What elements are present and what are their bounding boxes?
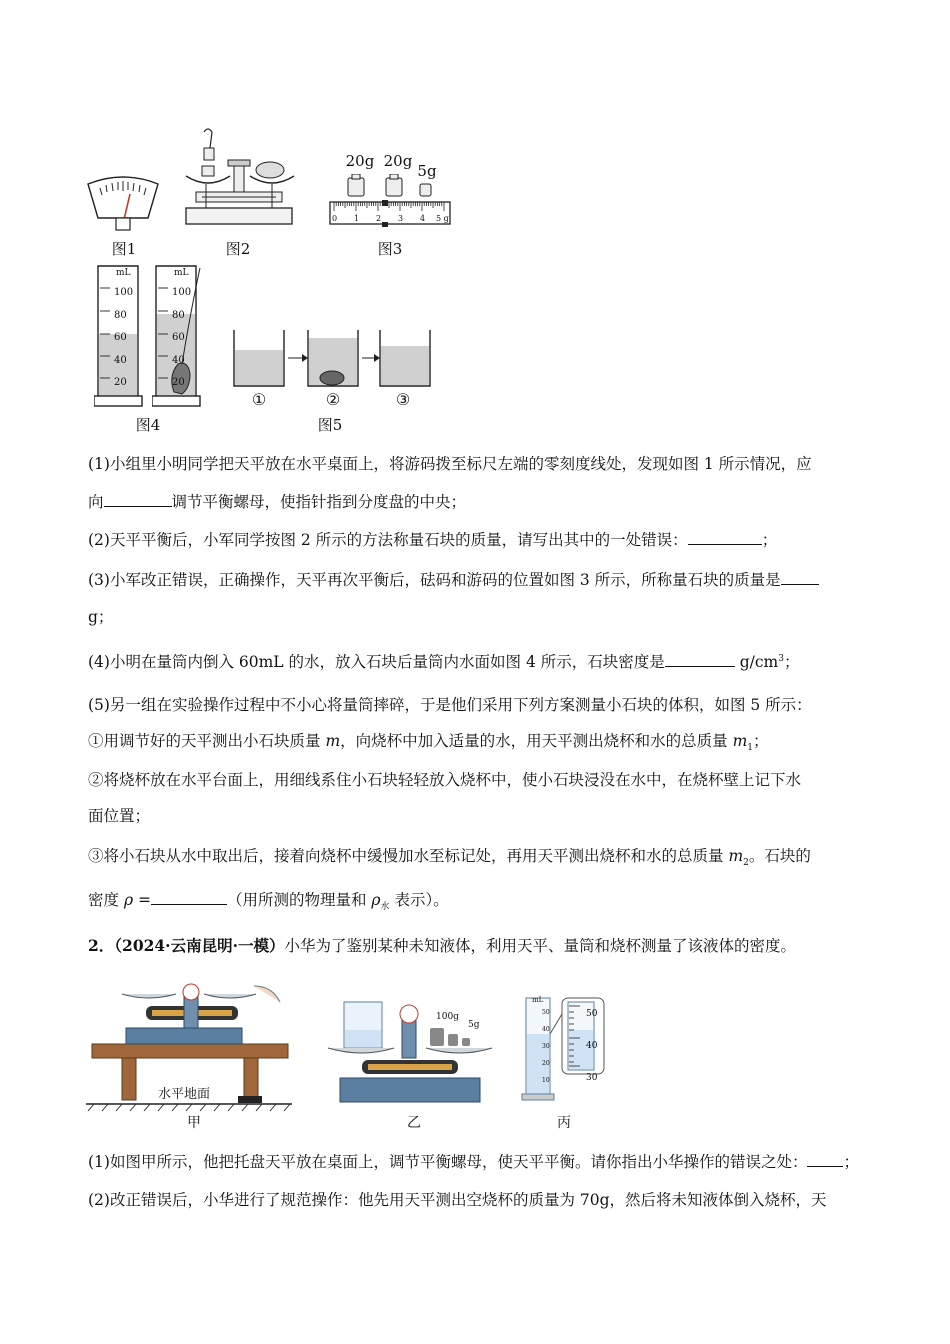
- figure-yi-balance-with-beaker: [322, 1000, 498, 1104]
- weight-label-2: 20g: [383, 152, 413, 170]
- zoom-tick: 50: [586, 1009, 598, 1019]
- cyl-unit-left: mL: [116, 268, 131, 278]
- cyl-tick: 100: [172, 287, 192, 298]
- figure-1-caption: 图1: [111, 240, 137, 258]
- cyl-ticks-left: [114, 282, 133, 395]
- cyl-ticks-bing: [542, 1004, 550, 1089]
- cyl-tick: 30: [542, 1043, 550, 1050]
- answer-blank[interactable]: [781, 570, 819, 585]
- figure-1-dial: [86, 170, 160, 232]
- ruler-tick: 0: [332, 214, 338, 223]
- figure-4-caption: 图4: [135, 416, 161, 434]
- answer-blank[interactable]: [665, 652, 735, 667]
- ruler-tick: 3: [398, 214, 404, 223]
- cyl-tick: 80: [172, 309, 185, 321]
- q2-part2: (2)改正错误后，小华进行了规范操作：他先用天平测出空烧杯的质量为 70g，然后将未知液体倒入烧杯，天: [88, 1191, 827, 1209]
- figure-5-caption: 图5: [317, 416, 343, 434]
- figure-bing-caption: 丙: [557, 1115, 571, 1131]
- cyl-tick: 100: [114, 287, 134, 298]
- cyl-tick: 60: [114, 332, 127, 343]
- cyl-unit-bing: mL: [532, 996, 544, 1004]
- cyl-tick: 40: [172, 354, 185, 366]
- q1-part4: (4)小明在量筒内倒入 60mL 的水，放入石块后量筒内水面如图 4 所示，石块密度是 $g/cm^3$；: [88, 653, 800, 672]
- cyl-tick: 20: [172, 377, 185, 388]
- cyl-tick: 60: [172, 332, 185, 343]
- zoom-tick: 40: [586, 1041, 598, 1051]
- figure-2-caption: 图2: [225, 240, 251, 258]
- floor-label: 水平地面: [158, 1087, 211, 1102]
- weight-label-3: 5g: [417, 162, 437, 180]
- figure-yi-caption: 乙: [407, 1115, 421, 1131]
- beaker-label-1: ①: [251, 390, 267, 409]
- figure-5-beakers: [228, 326, 438, 388]
- answer-blank[interactable]: [104, 492, 172, 507]
- answer-blank[interactable]: [807, 1152, 843, 1167]
- cyl-ticks-right: [172, 282, 191, 395]
- weight-label-5g: 5g: [468, 1020, 480, 1030]
- q1-step2-line1: ②将烧杯放在水平台面上，用细线系住小石块轻轻放入烧杯中，使小石块浸没在水中，在烧杯壁上记下水: [88, 771, 802, 789]
- cyl-tick: 50: [542, 1009, 550, 1016]
- cyl-tick: 40: [114, 354, 127, 366]
- beaker-label-3: ③: [395, 390, 411, 409]
- ruler-tick: 1: [354, 214, 360, 223]
- cyl-tick: 20: [542, 1060, 550, 1067]
- cyl-tick: 10: [542, 1077, 550, 1084]
- q2-part1: (1)如图甲所示，他把托盘天平放在桌面上，调节平衡螺母，使天平平衡。请你指出小华操作的错误之处： ；: [88, 1153, 859, 1171]
- q1-step2-line2: 面位置；: [88, 807, 151, 825]
- q1-part1-line2: 向 调节平衡螺母，使指针指到分度盘的中央；: [88, 493, 467, 511]
- q1-part1-line1: (1)小组里小明同学把天平放在水平桌面上，将游码拨至标尺左端的零刻度线处，发现如图 1 所示情况，应: [88, 455, 812, 473]
- weight-label-1: 20g: [345, 152, 375, 170]
- ruler-tick: 4: [420, 214, 426, 223]
- weight-label-100g: 100g: [436, 1012, 459, 1022]
- answer-blank[interactable]: [688, 530, 762, 545]
- beaker-label-2: ②: [325, 390, 341, 409]
- zoom-tick: 30: [586, 1073, 598, 1083]
- cyl-tick: 80: [114, 309, 127, 321]
- q1-part2: (2)天平平衡后，小军同学按图 2 所示的方法称量石块的质量，请写出其中的一处错误： ；: [88, 531, 778, 549]
- cyl-unit-right: mL: [174, 268, 189, 278]
- figure-jia-caption: 甲: [187, 1115, 201, 1131]
- q1-density: 密度 ρ = （用所测的物理量和 $\rho_水$ 表示）。: [88, 891, 449, 913]
- q2-heading: 2．（2024·云南昆明·一模）小华为了鉴别某种未知液体，利用天平、量筒和烧杯测量了该液体的密度。: [88, 936, 796, 955]
- zoom-ticks-bing: [586, 998, 597, 1094]
- figure-3-ruler: [328, 174, 452, 230]
- cyl-tick: 40: [542, 1026, 550, 1033]
- ruler-tick: 5 g: [436, 214, 449, 223]
- answer-blank[interactable]: [151, 890, 227, 905]
- q1-part5: (5)另一组在实验操作过程中不小心将量筒摔碎，于是他们采用下列方案测量小石块的体积，如图 5 所示：: [88, 696, 812, 714]
- ruler-tick: 2: [376, 214, 382, 223]
- figure-2-balance: [178, 124, 298, 232]
- q1-step1: ①用调节好的天平测出小石块质量 m，向烧杯中加入适量的水，用天平测出烧杯和水的总质量 $m_1$；: [88, 732, 769, 754]
- figure-3-caption: 图3: [377, 240, 403, 258]
- q1-part3-line2: g；: [88, 608, 114, 626]
- q1-step3: ③将小石块从水中取出后，接着向烧杯中缓慢加水至标记处，再用天平测出烧杯和水的总质量 $m_2$。石块的: [88, 847, 811, 869]
- cyl-tick: 20: [114, 377, 127, 388]
- q1-part3-line1: (3)小军改正错误，正确操作，天平再次平衡后，砝码和游码的位置如图 3 所示，所称量石块的质量是: [88, 570, 819, 590]
